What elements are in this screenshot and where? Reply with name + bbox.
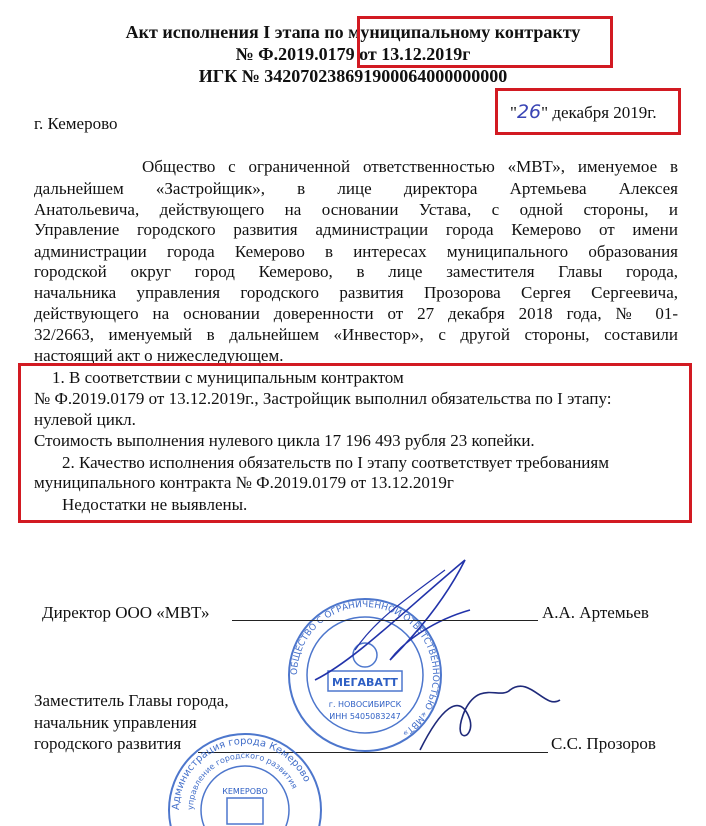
act-title-line-2: № Ф.2019.0179 от 13.12.2019г: [235, 44, 471, 64]
city-stamp-ring-text: Администрация города Кемерово: [170, 735, 313, 811]
item-cost: Стоимость выполнения нулевого цикла 17 196 493 рубля 23 копейки.: [34, 431, 535, 450]
date-month-year: декабря 2019г.: [552, 103, 657, 122]
deputy-title-line-3: городского развития: [34, 734, 182, 753]
highlight-box-date: [495, 88, 681, 135]
mvt-stamp-inn: ИНН 5405083247: [329, 712, 401, 721]
date-open-quote: ": [510, 103, 517, 122]
preamble-line: городской округ город Кемерово, в лице заместителя Главы города,: [34, 262, 678, 281]
director-signature-line: [232, 600, 538, 621]
item-1-line-3: нулевой цикл.: [34, 410, 136, 429]
city-stamp-ring-text-2: управление городского развития: [185, 750, 300, 811]
preamble-line: 32/2663, именуемый в дальнейшем «Инвестор», с другой стороны, составили: [34, 325, 678, 344]
preamble-line: действующего на основании доверенности от 27 декабря 2018 года, № 01-: [34, 304, 678, 323]
preamble-line: дальнейшем «Застройщик», в лице директора Артемьева Алексея: [34, 179, 678, 198]
item-2-line-1: 2. Качество исполнения обязательств по I этапу соответствует требованиям: [62, 453, 609, 472]
item-defects: Недостатки не выявлены.: [62, 495, 248, 514]
highlight-box-contract: [357, 16, 613, 68]
place-city: г. Кемерово: [34, 114, 118, 133]
preamble-line: Управление городского развития администрации города Кемерово от имени: [34, 220, 678, 239]
mvt-stamp-logo: МЕГАВАТТ: [332, 676, 398, 689]
mvt-stamp-ring-text: ОБЩЕСТВО С ОГРАНИЧЕННОЙ ОТВЕТСТВЕННОСТЬЮ «МВТ»: [289, 599, 441, 738]
deputy-name: С.С. Прозоров: [551, 734, 656, 753]
city-administration-stamp: [165, 718, 325, 826]
mvt-stamp-city: г. НОВОСИБИРСК: [328, 700, 402, 709]
deputy-title-line-1: Заместитель Главы города,: [34, 691, 229, 710]
date-day-handwritten: 26: [516, 101, 542, 123]
director-label: Директор ООО «МВТ»: [42, 603, 210, 622]
preamble-line: начальника управления городского развития Прозорова Сергея Сергеевича,: [34, 283, 678, 302]
director-name: А.А. Артемьев: [542, 603, 649, 622]
preamble-line: Общество с ограниченной ответственностью «МВТ», именуемое в: [142, 157, 678, 176]
act-title-line-3: ИГК № 342070238691900064000000000: [198, 66, 508, 86]
city-stamp-label: КЕМЕРОВО: [222, 787, 268, 796]
deputy-title-line-2: начальник управления: [34, 713, 197, 732]
act-title-line-1: Акт исполнения I этапа по муниципальному контракту: [125, 22, 581, 42]
item-1-line-1: 1. В соответствии с муниципальным контрактом: [52, 368, 404, 387]
preamble-line: администрации города Кемерово в интересах муниципального образования: [34, 242, 678, 261]
item-2-line-2: муниципального контракта № Ф.2019.0179 от 13.12.2019г: [34, 473, 454, 492]
item-1-line-2: № Ф.2019.0179 от 13.12.2019г., Застройщик выполнил обязательства по I этапу:: [34, 389, 612, 408]
preamble-line: Анатольевича, действующего на основании Устава, с одной стороны, и: [34, 200, 678, 219]
date-close-quote: ": [541, 103, 549, 122]
deputy-signature: [410, 670, 570, 760]
preamble-line: настоящий акт о нижеследующем.: [34, 346, 284, 365]
